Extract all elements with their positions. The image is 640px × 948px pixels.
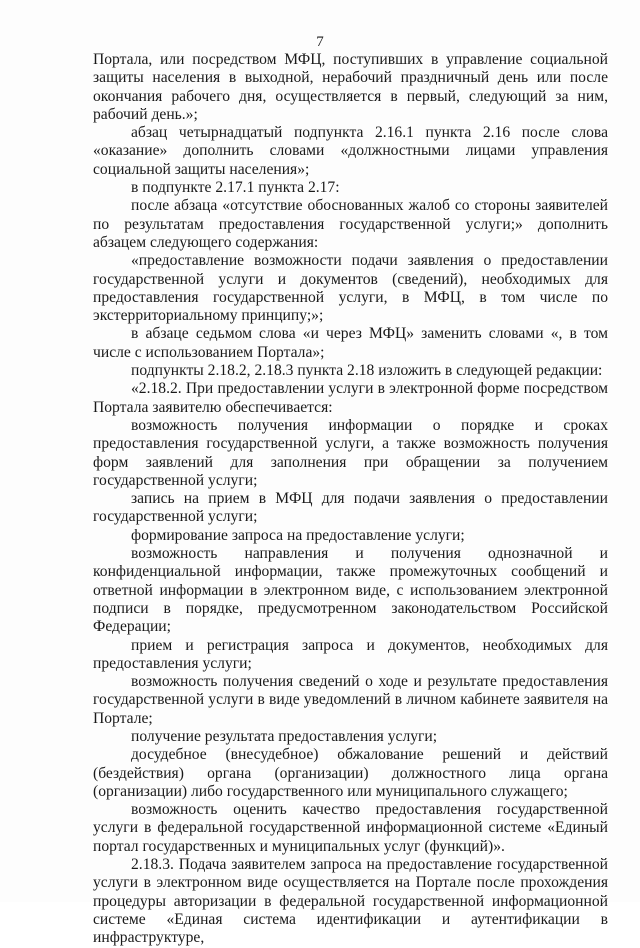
paragraph: формирование запроса на предоставление услуги; <box>131 526 465 544</box>
paragraph: запись на прием в МФЦ для подачи заявления о предоставлении государственной услуги; <box>93 490 608 526</box>
paragraph: Портала, или посредством МФЦ, поступивших в управление социальной защиты населения в выходной, нерабочий праздничный день или после окончания рабочего дня, осуществляется в первый, следующий за ним, рабочий день.»; <box>93 51 608 123</box>
paragraph: досудебное (внесудебное) обжалование решений и действий (бездействия) органа (организации) должностного лица органа (организации) либо государственного или муниципального служащего; <box>93 746 608 800</box>
paragraph: 2.18.3. Подача заявителем запроса на предоставление государственной услуги в электронном виде осуществляется на Портале после прохождения процедуры авторизации в федеральной государственной информационной системе «Единая система идентификации и аутентификации в инфраструктуре, <box>93 856 608 947</box>
paragraph: возможность направления и получения однозначной и конфиденциальной информации, также промежуточных сообщений и ответной информации в электронном виде, с использованием электронной подписи в порядке, предусмотренном законодательством Российской Федерации; <box>93 545 608 636</box>
paragraph: возможность получения сведений о ходе и результате предоставления государственной услуги в виде уведомлений в личном кабинете заявителя на Портале; <box>93 673 608 727</box>
paragraph: прием и регистрация запроса и документов, необходимых для предоставления услуги; <box>93 636 608 672</box>
paragraph: после абзаца «отсутствие обоснованных жалоб со стороны заявителей по результатам предоставления государственной услуги;» дополнить абзацем следующего содержания: <box>93 197 608 251</box>
paragraph: в абзаце седьмом слова «и через МФЦ» заменить словами «, в том числе с использованием Портала»; <box>93 325 608 361</box>
paragraph: «2.18.2. При предоставлении услуги в электронной форме посредством Портала заявителю обеспечивается: <box>93 380 608 416</box>
paragraph: подпункты 2.18.2, 2.18.3 пункта 2.18 изложить в следующей редакции: <box>131 362 603 380</box>
page-number: 7 <box>316 34 324 50</box>
document-body <box>93 51 608 948</box>
paragraph: возможность оценить качество предоставления государственной услуги в федеральной государственной информационной системе «Единый портал государственных и муниципальных услуг (функций)». <box>93 801 608 855</box>
paragraph: абзац четырнадцатый подпункта 2.16.1 пункта 2.16 после слова «оказание» дополнить словами «должностными лицами управления социальной защиты населения»; <box>93 124 608 178</box>
paragraph: в подпункте 2.17.1 пункта 2.17: <box>131 179 340 197</box>
paragraph: «предоставление возможности подачи заявления о предоставлении государственной услуги и документов (сведений), необходимых для предоставления государственной услуги, в МФЦ, в том числе по экстерриториальному принципу;»; <box>93 252 608 325</box>
paragraph: получение результата предоставления услуги; <box>131 727 438 745</box>
paragraph: возможность получения информации о порядке и сроках предоставления государственной услуги, а также возможность получения форм заявлений для заполнения при обращении за получением государственной услуги; <box>93 416 608 489</box>
